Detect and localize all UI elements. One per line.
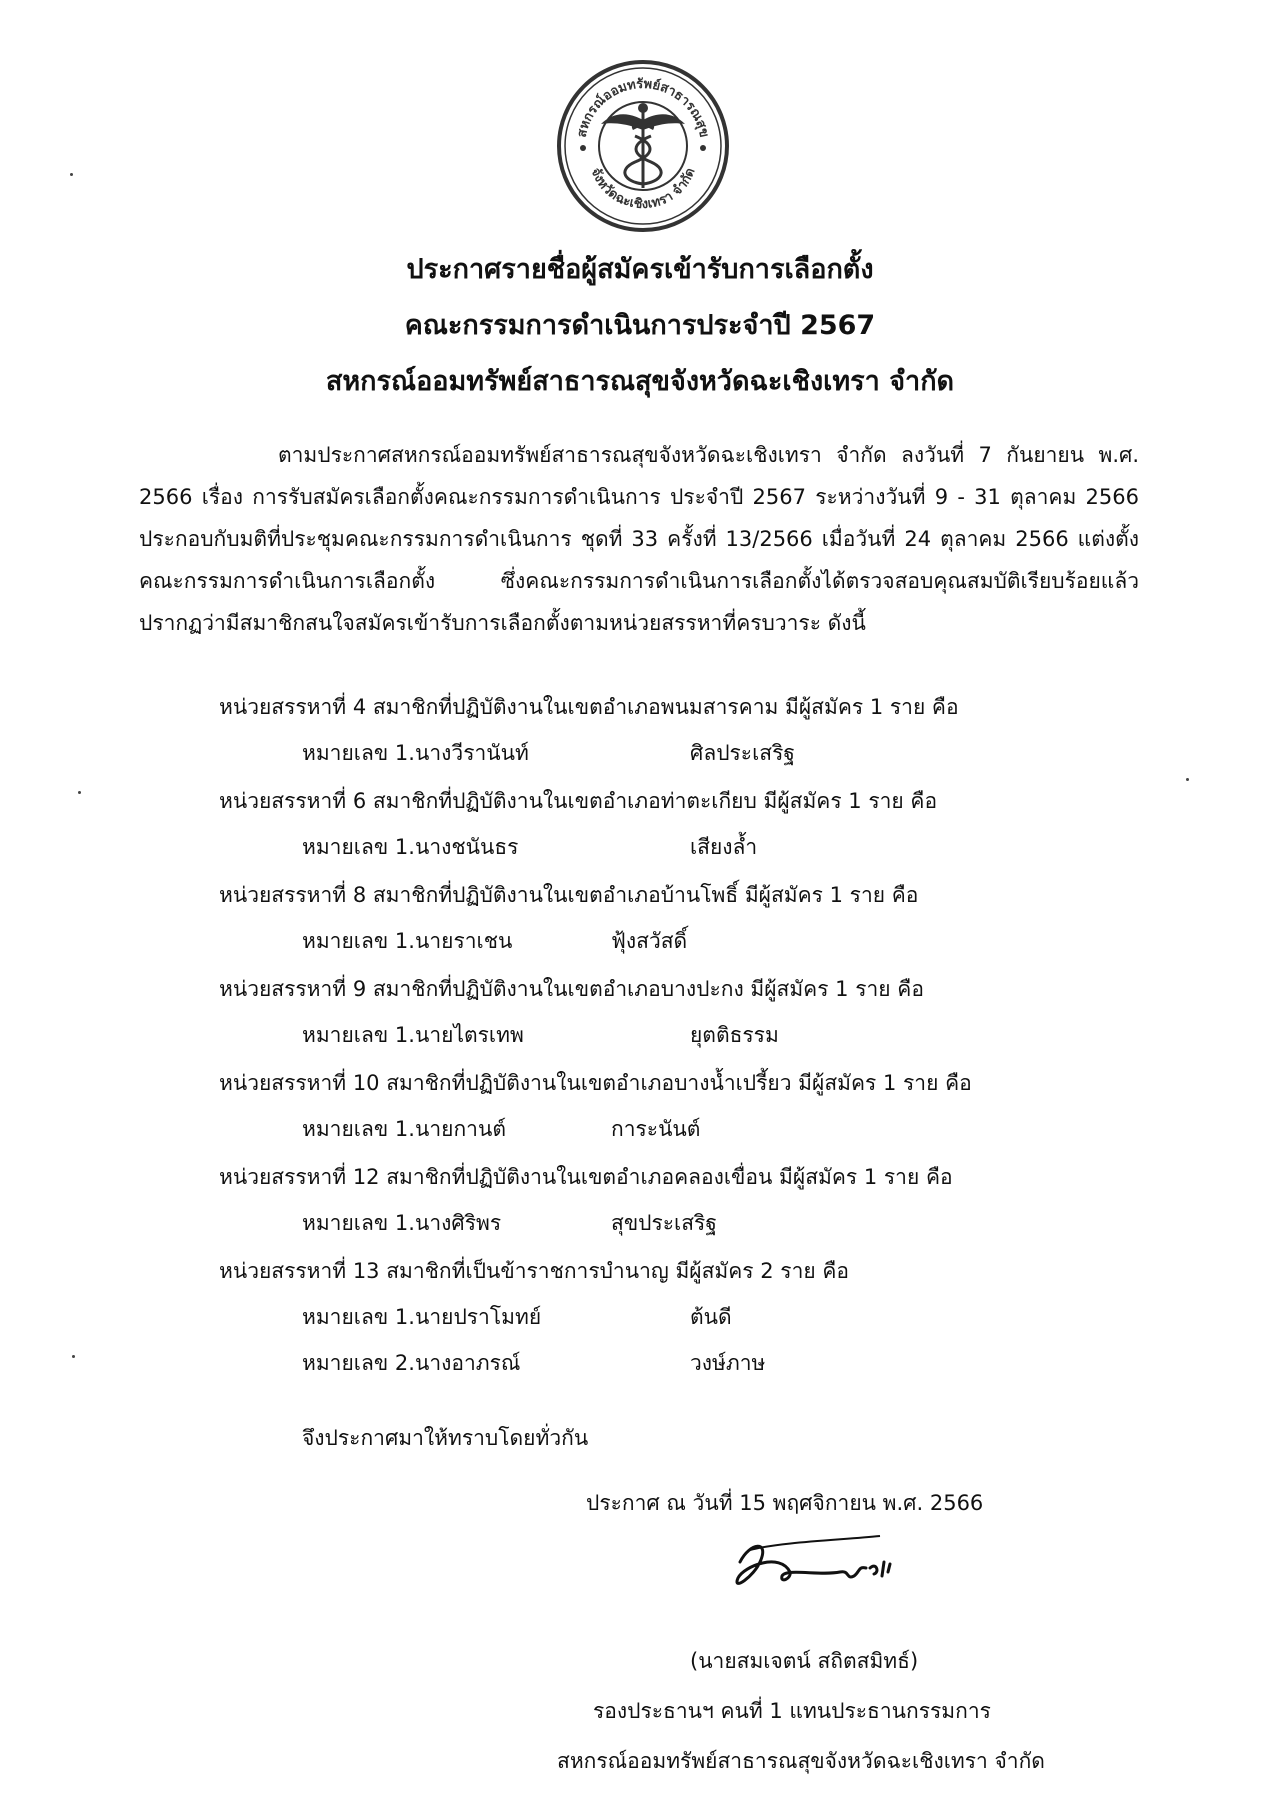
unit-heading-13: หน่วยสรรหาที่ 13 สมาชิกที่เป็นข้าราชการบำนาญ มีผู้สมัคร 2 ราย คือ <box>219 1259 849 1283</box>
candidate-last-name: วงษ์ภาษ <box>690 1351 766 1375</box>
candidate-last-name: ศิลประเสริฐ <box>690 741 795 765</box>
title-line-1: ประกาศรายชื่อผู้สมัครเข้ารับการเลือกตั้ง <box>406 254 874 285</box>
announcement-title-block <box>0 242 1280 410</box>
signatory-position: รองประธานฯ คนที่ 1 แทนประธานกรรมการ <box>593 1699 991 1723</box>
scan-speck <box>78 791 81 794</box>
scan-speck <box>70 173 73 176</box>
unit-heading-9: หน่วยสรรหาที่ 9 สมาชิกที่ปฏิบัติงานในเขตอำเภอบางปะกง มีผู้สมัคร 1 ราย คือ <box>219 977 924 1001</box>
candidate-first-name: นางศิริพร <box>415 1211 502 1235</box>
candidate-first-name: นางอาภรณ์ <box>415 1351 521 1375</box>
intro-paragraph: ตามประกาศสหกรณ์ออมทรัพย์สาธารณสุขจังหวัดฉะเชิงเทรา จำกัด ลงวันที่ 7 กันยายน พ.ศ. 2566 เรื่อง การรับสมัครเลือกตั้งคณะกรรมการดำเนินการ ประจำปี 2567 ระหว่างวันที่ 9 - 31 ตุลาคม 2566 ประกอบกับมติที่ประชุมคณะกรรมการดำเนินการ ชุดที่ 33 ครั้งที่ 13/2566 เมื่อวันที่ 24 ตุลาคม 2566 แต่งตั้งคณะกรรมการดำเนินการเลือกตั้ง ซึ่งคณะกรรมการดำเนินการเลือกตั้งได้ตรวจสอบคุณสมบัติเรียบร้อยแล้ว ปรากฏว่ามีสมาชิกสนใจสมัครเข้ารับการเลือกตั้งตามหน่วยสรรหาที่ครบวาระ ดังนี้ <box>139 443 1139 635</box>
candidate-number: หมายเลข 1. <box>302 1305 415 1329</box>
unit-heading-8: หน่วยสรรหาที่ 8 สมาชิกที่ปฏิบัติงานในเขตอำเภอบ้านโพธิ์ มีผู้สมัคร 1 ราย คือ <box>219 883 919 907</box>
title-line-3: สหกรณ์ออมทรัพย์สาธารณสุขจังหวัดฉะเชิงเทรา จำกัด <box>325 366 955 397</box>
candidate-number: หมายเลข 2. <box>302 1351 415 1375</box>
candidate-number: หมายเลข 1. <box>302 741 415 765</box>
candidate-first-name: นางวีรานันท์ <box>415 741 529 765</box>
candidate-last-name: ยุตติธรรม <box>690 1023 779 1047</box>
unit-heading-12: หน่วยสรรหาที่ 12 สมาชิกที่ปฏิบัติงานในเขตอำเภอคลองเขื่อน มีผู้สมัคร 1 ราย คือ <box>219 1165 953 1189</box>
seal-emblem-icon <box>555 58 731 234</box>
candidate-first-name: นายปราโมทย์ <box>415 1305 542 1329</box>
announcement-date: ประกาศ ณ วันที่ 15 พฤศจิกายน พ.ศ. 2566 <box>586 1491 984 1515</box>
signatory-name: (นายสมเจตน์ สถิตสมิทธ์) <box>690 1649 919 1673</box>
closing-statement: จึงประกาศมาให้ทราบโดยทั่วกัน <box>302 1426 589 1450</box>
candidate-first-name: นางชนันธร <box>415 835 519 859</box>
candidate-number: หมายเลข 1. <box>302 1117 415 1141</box>
candidate-first-name: นายราเชน <box>415 929 513 953</box>
candidate-last-name: ฟุ้งสวัสดิ์ <box>611 929 688 953</box>
scan-speck <box>72 1355 75 1358</box>
unit-heading-6: หน่วยสรรหาที่ 6 สมาชิกที่ปฏิบัติงานในเขตอำเภอท่าตะเกียบ มีผู้สมัคร 1 ราย คือ <box>219 789 938 813</box>
candidate-number: หมายเลข 1. <box>302 1211 415 1235</box>
candidate-last-name: สุขประเสริฐ <box>611 1211 717 1235</box>
cooperative-seal <box>555 58 731 234</box>
signatory-organization: สหกรณ์ออมทรัพย์สาธารณสุขจังหวัดฉะเชิงเทรา จำกัด <box>557 1749 1045 1773</box>
scan-speck <box>1186 778 1189 781</box>
candidate-number: หมายเลข 1. <box>302 1023 415 1047</box>
candidate-number: หมายเลข 1. <box>302 929 415 953</box>
unit-heading-10: หน่วยสรรหาที่ 10 สมาชิกที่ปฏิบัติงานในเขตอำเภอบางน้ำเปรี้ยว มีผู้สมัคร 1 ราย คือ <box>219 1071 972 1095</box>
candidate-last-name: ต้นดี <box>690 1305 732 1329</box>
candidate-first-name: นายกานต์ <box>415 1117 506 1141</box>
candidate-last-name: เสียงล้ำ <box>690 835 758 859</box>
title-line-2: คณะกรรมการดำเนินการประจำปี 2567 <box>404 310 876 341</box>
handwritten-signature-icon <box>720 1532 910 1612</box>
candidate-last-name: การะนันต์ <box>611 1117 701 1141</box>
seal-top-text: สหกรณ์ออมทรัพย์สาธารณสุข <box>574 76 712 139</box>
intro-paragraph-block <box>139 434 1139 644</box>
unit-heading-4: หน่วยสรรหาที่ 4 สมาชิกที่ปฏิบัติงานในเขตอำเภอพนมสารคาม มีผู้สมัคร 1 ราย คือ <box>219 695 959 719</box>
candidate-number: หมายเลข 1. <box>302 835 415 859</box>
candidate-first-name: นายไตรเทพ <box>415 1023 524 1047</box>
seal-bottom-text: จังหวัดฉะเชิงเทรา จำกัด <box>587 165 699 213</box>
